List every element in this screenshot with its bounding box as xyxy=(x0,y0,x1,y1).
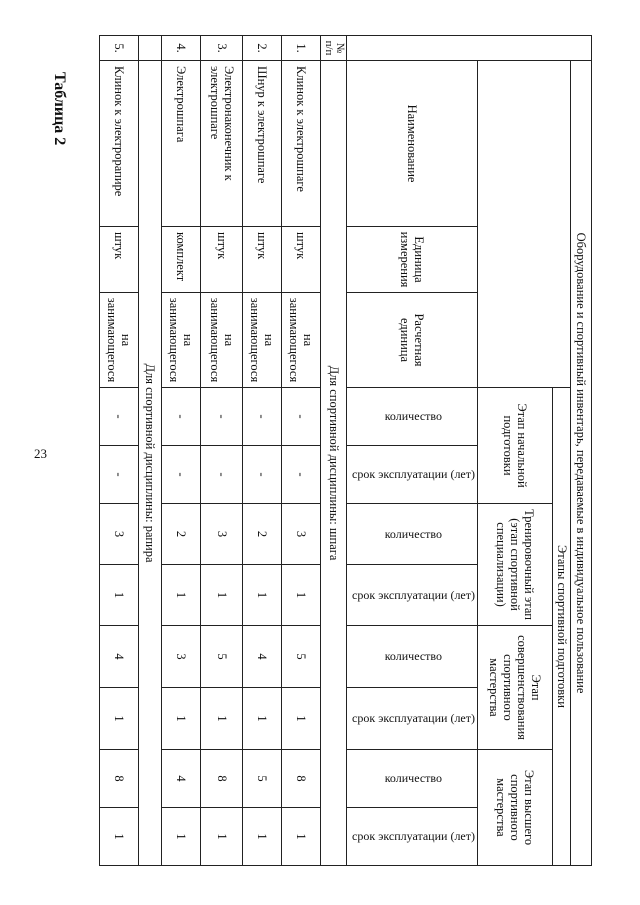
row-unit: штук xyxy=(100,227,139,293)
row-calc: на занимающегося xyxy=(100,293,139,388)
row-number: 3. xyxy=(201,36,242,61)
row-value: - xyxy=(100,388,139,446)
row-number: 1. xyxy=(281,36,320,61)
sub-header-qty: количество xyxy=(347,750,478,808)
col-header-name: Наименование xyxy=(347,61,478,227)
row-value: 1 xyxy=(100,808,139,866)
row-value: 8 xyxy=(281,750,320,808)
table-row xyxy=(281,36,320,866)
stage-header-improvement: Этап совершенствования спортивного мастерства xyxy=(478,626,552,750)
sub-header-qty: количество xyxy=(347,504,478,565)
table-title: Таблица 2 xyxy=(51,72,68,146)
sub-header-qty: количество xyxy=(347,388,478,446)
row-value: - xyxy=(100,446,139,504)
row-name: Клинок к электрорапире xyxy=(100,61,139,227)
row-value: 1 xyxy=(100,565,139,626)
row-value: - xyxy=(162,388,201,446)
row-name: Шнур к электрошпаге xyxy=(242,61,281,227)
row-value: 1 xyxy=(100,688,139,750)
row-value: 1 xyxy=(281,565,320,626)
row-name: Электронаконечник к электрошпаге xyxy=(201,61,242,227)
row-unit: комплект xyxy=(162,227,201,293)
rotated-table-container xyxy=(99,35,592,865)
row-value: 4 xyxy=(242,626,281,688)
stages-title: Этапы спортивной подготовки xyxy=(552,388,571,866)
row-name: Клинок к электрошпаге xyxy=(281,61,320,227)
row-value: 3 xyxy=(281,504,320,565)
empty-header-cell xyxy=(347,36,592,61)
row-value: 3 xyxy=(201,504,242,565)
row-value: 8 xyxy=(201,750,242,808)
row-value: - xyxy=(162,446,201,504)
row-value: 1 xyxy=(242,565,281,626)
row-value: - xyxy=(281,446,320,504)
row-value: 1 xyxy=(201,808,242,866)
sub-header-term: срок эксплуатации (лет) xyxy=(347,446,478,504)
col-header-calc: Расчетная единица xyxy=(347,293,478,388)
row-calc: на занимающегося xyxy=(281,293,320,388)
row-name: Электрошпага xyxy=(162,61,201,227)
sub-header-term: срок эксплуатации (лет) xyxy=(347,688,478,750)
row-value: 5 xyxy=(242,750,281,808)
row-value: - xyxy=(281,388,320,446)
row-number: 2. xyxy=(242,36,281,61)
row-value: 1 xyxy=(242,688,281,750)
row-value: 5 xyxy=(201,626,242,688)
row-value: 3 xyxy=(162,626,201,688)
sub-header-qty: количество xyxy=(347,626,478,688)
table-row xyxy=(242,36,281,866)
equipment-table xyxy=(99,35,592,866)
row-value: 2 xyxy=(162,504,201,565)
row-calc: на занимающегося xyxy=(201,293,242,388)
stage-header-training: Тренировочный этап (этап спортивной специализации) xyxy=(478,504,552,626)
row-calc: на занимающегося xyxy=(242,293,281,388)
empty-cell xyxy=(139,36,162,61)
col-header-unit: Единица измерения xyxy=(347,227,478,293)
row-unit: штук xyxy=(201,227,242,293)
row-unit: штук xyxy=(281,227,320,293)
row-value: 1 xyxy=(162,688,201,750)
stage-header-highest: Этап высшего спортивного мастерства xyxy=(478,750,552,866)
sub-header-term: срок эксплуатации (лет) xyxy=(347,808,478,866)
row-value: - xyxy=(201,446,242,504)
row-value: 5 xyxy=(281,626,320,688)
row-calc: на занимающегося xyxy=(162,293,201,388)
sub-header-term: срок эксплуатации (лет) xyxy=(347,565,478,626)
row-value: 8 xyxy=(100,750,139,808)
row-value: 3 xyxy=(100,504,139,565)
row-unit: штук xyxy=(242,227,281,293)
table-row xyxy=(162,36,201,866)
group-title: Оборудование и спортивный инвентарь, передаваемые в индивидуальное пользование xyxy=(571,61,592,866)
row-value: - xyxy=(242,388,281,446)
table-row xyxy=(201,36,242,866)
row-number: 5. xyxy=(100,36,139,61)
row-value: 1 xyxy=(162,808,201,866)
row-value: - xyxy=(201,388,242,446)
col-header-num: № п/п xyxy=(321,36,347,61)
row-value: 4 xyxy=(162,750,201,808)
page-number: 23 xyxy=(34,446,47,461)
section-title: Для спортивной дисциплины: рапира xyxy=(139,61,162,866)
table-row xyxy=(100,36,139,866)
row-number: 4. xyxy=(162,36,201,61)
row-value: 1 xyxy=(162,565,201,626)
row-value: 1 xyxy=(281,808,320,866)
section-title: Для спортивной дисциплины: шпага xyxy=(321,61,347,866)
row-value: 1 xyxy=(201,688,242,750)
row-value: - xyxy=(242,446,281,504)
row-value: 2 xyxy=(242,504,281,565)
stage-header-initial: Этап начальной подготовки xyxy=(478,388,552,504)
row-value: 4 xyxy=(100,626,139,688)
empty-header-cell xyxy=(478,61,571,388)
row-value: 1 xyxy=(242,808,281,866)
row-value: 1 xyxy=(201,565,242,626)
row-value: 1 xyxy=(281,688,320,750)
